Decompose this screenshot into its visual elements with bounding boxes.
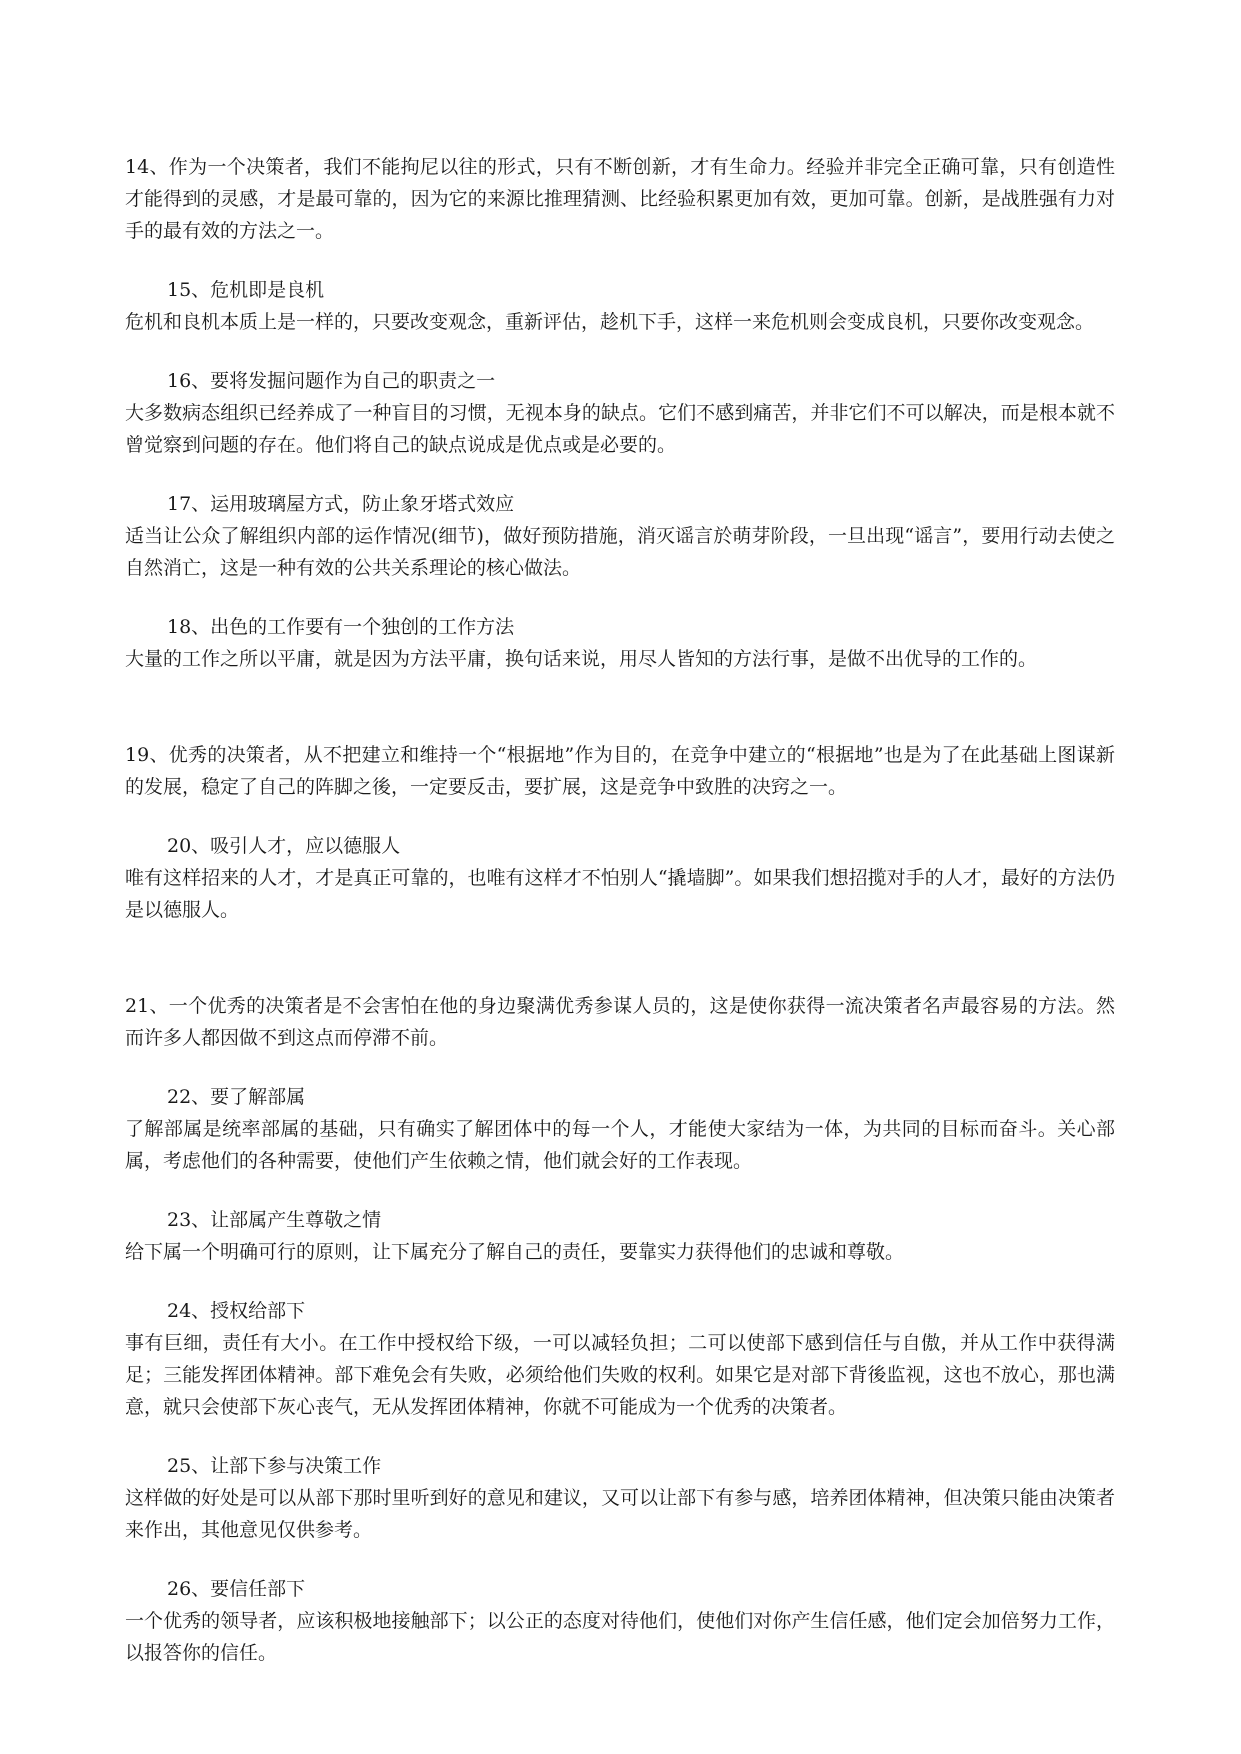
section-text-24: 事有巨细，责任有大小。在工作中授权给下级，一可以减轻负担；二可以使部下感到信任与自傲，并从工作中获得满足；三能发挥团体精神。部下难免会有失败，必须给他们失败的权利。如果它是对部下背後监视，这也不放心，那也满意，就只会使部下灰心丧气，无从发挥团体精神，你就不可能成为一个优秀的决策者。 [125, 1332, 1115, 1418]
spacer [125, 675, 1115, 739]
paragraph-14: 14、作为一个决策者，我们不能拘尼以往的形式，只有不断创新，才有生命力。经验并非完全正确可靠，只有创造性才能得到的灵感，才是最可靠的，因为它的来源比推理猜测、比经验积累更加有效，更加可靠。创新，是战胜强有力对手的最有效的方法之一。 [125, 156, 1115, 242]
spacer [125, 1268, 1115, 1295]
section-title-18: 18、出色的工作要有一个独创的工作方法 [167, 616, 515, 638]
section-text-15: 危机和良机本质上是一样的，只要改变观念，重新评估，趁机下手，这样一来危机则会变成良机，只要你改变观念。 [125, 311, 1095, 333]
section-title-15: 15、危机即是良机 [167, 279, 325, 301]
paragraph-21: 21、一个优秀的决策者是不会害怕在他的身边聚满优秀参谋人员的，这是使你获得一流决策者名声最容易的方法。然而许多人都因做不到这点而停滞不前。 [125, 995, 1115, 1049]
spacer [125, 1423, 1115, 1450]
section-text-18: 大量的工作之所以平庸，就是因为方法平庸，换句话来说，用尽人皆知的方法行事，是做不出优导的工作的。 [125, 648, 1038, 670]
section-title-16: 16、要将发掘问题作为自己的职责之一 [167, 370, 496, 392]
section-text-25: 这样做的好处是可以从部下那时里听到好的意见和建议，又可以让部下有参与感，培养团体精神，但决策只能由决策者来作出，其他意见仅供参考。 [125, 1487, 1115, 1541]
section-title-20: 20、吸引人才，应以德服人 [167, 835, 401, 857]
section-text-26: 一个优秀的领导者，应该积极地接触部下；以公正的态度对待他们，使他们对你产生信任感，他们定会加倍努力工作，以报答你的信任。 [125, 1610, 1115, 1664]
section-text-22: 了解部属是统率部属的基础，只有确实了解团体中的每一个人，才能使大家结为一体，为共同的目标而奋斗。关心部属，考虑他们的各种需要，使他们产生依赖之情，他们就会好的工作表现。 [125, 1118, 1115, 1172]
section-title-23: 23、让部属产生尊敬之情 [167, 1209, 382, 1231]
section-title-26: 26、要信任部下 [167, 1578, 306, 1600]
spacer [125, 803, 1115, 830]
section-title-24: 24、授权给部下 [167, 1300, 306, 1322]
spacer [125, 247, 1115, 274]
section-text-20: 唯有这样招来的人才，才是真正可靠的，也唯有这样才不怕别人“撬墙脚”。如果我们想招揽对手的人才，最好的方法仍是以德服人。 [125, 867, 1115, 921]
section-title-25: 25、让部下参与决策工作 [167, 1455, 382, 1477]
spacer [125, 461, 1115, 488]
spacer [125, 1054, 1115, 1081]
spacer [125, 584, 1115, 611]
section-text-17: 适当让公众了解组织内部的运作情况(细节)，做好预防措施，消灭谣言於萌芽阶段，一旦出现“谣言”，要用行动去使之自然消亡，这是一种有效的公共关系理论的核心做法。 [125, 525, 1115, 579]
spacer [125, 338, 1115, 365]
paragraph-19: 19、优秀的决策者，从不把建立和维持一个“根据地”作为目的，在竞争中建立的“根据地”也是为了在此基础上图谋新的发展，稳定了自己的阵脚之後，一定要反击，要扩展，这是竞争中致胜的决窍之一。 [125, 744, 1115, 798]
spacer [125, 926, 1115, 990]
section-title-17: 17、运用玻璃屋方式，防止象牙塔式效应 [167, 493, 515, 515]
spacer [125, 1546, 1115, 1573]
document-page [125, 151, 1115, 1669]
spacer [125, 1177, 1115, 1204]
section-text-16: 大多数病态组织已经养成了一种盲目的习惯，无视本身的缺点。它们不感到痛苦，并非它们不可以解决，而是根本就不曾觉察到问题的存在。他们将自己的缺点说成是优点或是必要的。 [125, 402, 1115, 456]
section-title-22: 22、要了解部属 [167, 1086, 306, 1108]
section-text-23: 给下属一个明确可行的原则，让下属充分了解自己的责任，要靠实力获得他们的忠诚和尊敬。 [125, 1241, 905, 1263]
